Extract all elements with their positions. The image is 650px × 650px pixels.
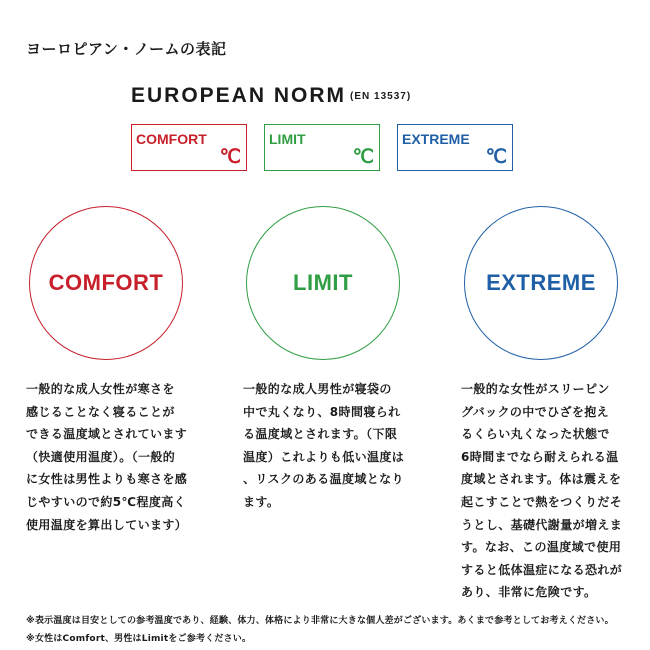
extreme-description-line: るくらい丸くなった状態で bbox=[461, 427, 610, 442]
comfort-label-box bbox=[131, 124, 247, 171]
limit-description bbox=[243, 378, 404, 514]
limit-description-line: 一般的な成人男性が寝袋の bbox=[243, 382, 392, 396]
extreme-celsius-unit: ℃ bbox=[485, 147, 507, 168]
limit-circle: LIMIT bbox=[246, 206, 400, 360]
limit-celsius-unit: ℃ bbox=[352, 147, 374, 168]
extreme-description-line: グバックの中でひざを抱え bbox=[461, 404, 610, 419]
limit-label-name: LIMIT bbox=[269, 131, 306, 147]
comfort-description-line: 感じることなく寝ることが bbox=[26, 404, 175, 419]
limit-description-line: 、リスクのある温度域となり bbox=[243, 472, 404, 487]
comfort-circle: COMFORT bbox=[29, 206, 183, 360]
comfort-description-line: 使用温度を算出しています） bbox=[26, 517, 188, 532]
extreme-description-line: 度域とされます。体は震えを bbox=[461, 472, 622, 487]
norm-standard: (EN 13537) bbox=[350, 91, 412, 102]
comfort-description-line: 一般的な成人女性が寒さを bbox=[26, 382, 175, 396]
comfort-description-line: に女性は男性よりも寒さを感 bbox=[26, 472, 188, 487]
extreme-description bbox=[461, 378, 622, 604]
extreme-description-line: うとし、基礎代謝量が増えま bbox=[461, 517, 623, 532]
norm-title-text: EUROPEAN NORM bbox=[131, 84, 347, 107]
page-heading: ヨーロピアン・ノームの表記 bbox=[26, 40, 227, 58]
comfort-description bbox=[26, 378, 187, 536]
extreme-label-box bbox=[397, 124, 513, 171]
comfort-description-line: できる温度域とされています bbox=[26, 427, 188, 442]
extreme-description-line: 一般的な女性がスリーピン bbox=[461, 382, 610, 396]
norm-title bbox=[131, 84, 411, 108]
extreme-description-line: 起こすことで熱をつくりだそ bbox=[461, 494, 623, 509]
extreme-label-name: EXTREME bbox=[402, 131, 470, 147]
comfort-description-line: （快適使用温度）。（一般的 bbox=[26, 449, 176, 464]
footnote-disclaimer: ※表示温度は目安としての参考温度であり、経験、体力、体格により非常に大きな個人差がございます。あくまで参考としてお考えください。 bbox=[26, 616, 614, 626]
comfort-description-line: じやすいので約5℃程度高く bbox=[26, 494, 187, 509]
comfort-label-name: COMFORT bbox=[136, 131, 207, 147]
limit-label-box bbox=[264, 124, 380, 171]
extreme-description-line: あり、非常に危険です。 bbox=[461, 585, 597, 600]
limit-description-line: ます。 bbox=[243, 494, 280, 509]
footnote-gender-guide: ※女性はComfort、男性はLimitをご参考ください。 bbox=[26, 634, 252, 644]
limit-description-line: 中で丸くなり、8時間寝られ bbox=[243, 404, 401, 419]
limit-description-line: 温度）これよりも低い温度は bbox=[243, 449, 405, 464]
extreme-circle: EXTREME bbox=[464, 206, 618, 360]
extreme-description-line: 6時間までなら耐えられる温 bbox=[461, 449, 619, 464]
limit-description-line: る温度域とされます。（下限 bbox=[243, 427, 398, 442]
extreme-description-line: す。なお、この温度域で使用 bbox=[461, 540, 622, 555]
comfort-celsius-unit: ℃ bbox=[219, 147, 241, 168]
extreme-description-line: すると低体温症になる恐れが bbox=[461, 562, 623, 577]
